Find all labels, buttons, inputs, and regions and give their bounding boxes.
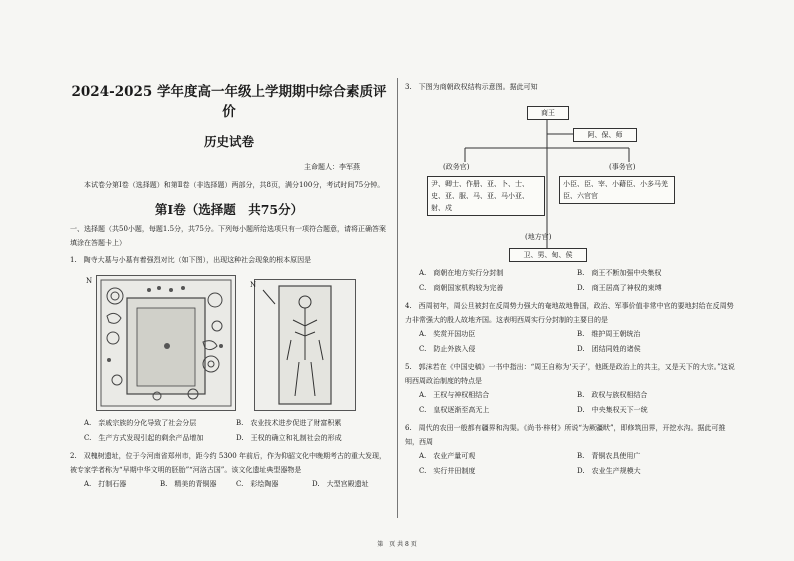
- exam-title: 2024-2025 学年度高一年级上学期期中综合素质评价: [71, 84, 387, 120]
- question-3-options: [405, 266, 735, 296]
- q6-option-c[interactable]: C. 实行井田制度: [419, 467, 476, 475]
- question-6-stem: 6. 周代的农田一般都有疆界和沟渠。《尚书·梓材》所说“为厥疆畎”，即修筑田界，开挖水沟。据此可推知，西周: [405, 424, 726, 446]
- question-2-options: [70, 477, 388, 492]
- civil-officials-box: 尹、卿士、作册、亚、卜、士、史、亚、服、马、亚、马小亚、射、戍: [427, 176, 545, 216]
- shang-structure-diagram: [405, 98, 735, 266]
- q5-option-a[interactable]: A. 王权与神权相结合: [419, 391, 490, 399]
- question-4-options: [405, 327, 735, 357]
- q1-option-d[interactable]: D. 王权的确立和礼制社会的形成: [236, 434, 342, 442]
- q3-option-b[interactable]: B. 商王不断加强中央集权: [577, 269, 662, 277]
- part1-title: 第Ⅰ卷（选择题 共75分）: [154, 202, 304, 217]
- q6-option-a[interactable]: A. 农业产量可观: [419, 452, 476, 460]
- local-officials-label: (地方官): [525, 233, 552, 241]
- q3-option-d[interactable]: D. 商王居高了神权的束缚: [577, 284, 662, 292]
- question-3-stem: 3. 下图为商朝政权结构示意图。据此可知: [405, 83, 538, 91]
- north-arrow-1: N: [86, 277, 93, 285]
- question-5-options: [405, 388, 735, 418]
- q3-option-c[interactable]: C. 商朝国家机构较为完善: [419, 284, 504, 292]
- q2-option-d[interactable]: D. 大型宫殿遗址: [312, 480, 369, 488]
- question-1-stem: 1. 陶寺大墓与小墓有着强烈对比（如下图），出现这种社会现象的根本原因是: [70, 256, 312, 264]
- q4-option-a[interactable]: A. 奖赏开国功臣: [419, 330, 476, 338]
- question-5-stem: 5. 郭沫若在《中国史稿》一书中指出：“周王自称为‘天子’，他既是政治上的共主，又是天下的大宗。”这说明西周政治制度的特点是: [405, 363, 735, 385]
- left-column: [70, 78, 388, 492]
- q5-option-d[interactable]: D. 中央集权天下一统: [577, 406, 648, 414]
- small-tomb-figure: [254, 279, 356, 411]
- q1-option-a[interactable]: A. 亲戚宗族的分化导致了社会分层: [84, 419, 197, 427]
- large-tomb-figure: [96, 275, 236, 411]
- civil-officials-label: (政务官): [443, 163, 470, 171]
- q4-option-b[interactable]: B. 维护周王朝统治: [577, 330, 641, 338]
- q2-option-c[interactable]: C. 彩绘陶器: [236, 480, 279, 488]
- page-footer: 第 页 共 8 页: [377, 541, 417, 548]
- question-1-options: [70, 416, 388, 446]
- affairs-officials-box: 小臣、臣、宰、小藉臣、小多马羌臣、六官官: [559, 176, 675, 204]
- q1-option-b[interactable]: B. 农业技术进步促进了财富积累: [236, 419, 342, 427]
- local-officials-box: 卫、男、甸、侯: [509, 248, 587, 262]
- q4-option-c[interactable]: C. 防止外族入侵: [419, 345, 476, 353]
- king-box: 商王: [527, 106, 569, 120]
- exam-intro: 本试卷分第Ⅰ卷（选择题）和第Ⅱ卷（非选择题）两部分，共8页，满分100分，考试时间75分钟。: [84, 181, 385, 189]
- q6-option-d[interactable]: D. 农业生产规模大: [577, 467, 641, 475]
- question-4-stem: 4. 西周初年，周公旦被封在反周势力强大的奄地故地鲁国，政治、军事价值非常中官的要地封给在反周势力非常强大的殷人故地齐国。这表明西周实行分封制的主要目的是: [405, 302, 734, 324]
- q6-option-b[interactable]: B. 青铜农具使用广: [577, 452, 641, 460]
- north-arrow-2: N: [250, 281, 257, 289]
- q2-option-b[interactable]: B. 精美的青铜器: [160, 480, 217, 488]
- column-divider: [397, 78, 398, 518]
- affairs-officials-label: (事务官): [609, 163, 636, 171]
- top-officials-box: 阿、保、师: [573, 128, 637, 142]
- q5-option-c[interactable]: C. 皇权逐渐至高无上: [419, 406, 490, 414]
- exam-subtitle: 历史试卷: [203, 134, 254, 149]
- question-1-figures: [70, 271, 388, 416]
- q1-option-c[interactable]: C. 生产方式发现引起的剩余产品增加: [84, 434, 204, 442]
- q2-option-a[interactable]: A. 打制石器: [84, 480, 127, 488]
- q4-option-d[interactable]: D. 团结同姓的诸侯: [577, 345, 641, 353]
- author-line: 主命题人：李军燕: [304, 163, 360, 171]
- question-2-stem: 2. 双槐树遗址，位于今河南省郑州市，距今约 5300 年前后，作为仰韶文化中晚期考古的重大发现，被专家学者称为“早期中华文明的胚胎”“河洛古国”。该文化遗址典型器物是: [70, 452, 386, 474]
- part1-instruction: 一、选择题（共50小题，每题1.5分，共75分。下列每小题所给选项只有一项符合题意，请将正确答案填涂在答题卡上）: [70, 225, 386, 247]
- question-6-options: [405, 449, 735, 479]
- q3-option-a[interactable]: A. 商朝在地方实行分封制: [419, 269, 504, 277]
- q5-option-b[interactable]: B. 政权与族权相结合: [577, 391, 648, 399]
- right-column: [405, 78, 735, 479]
